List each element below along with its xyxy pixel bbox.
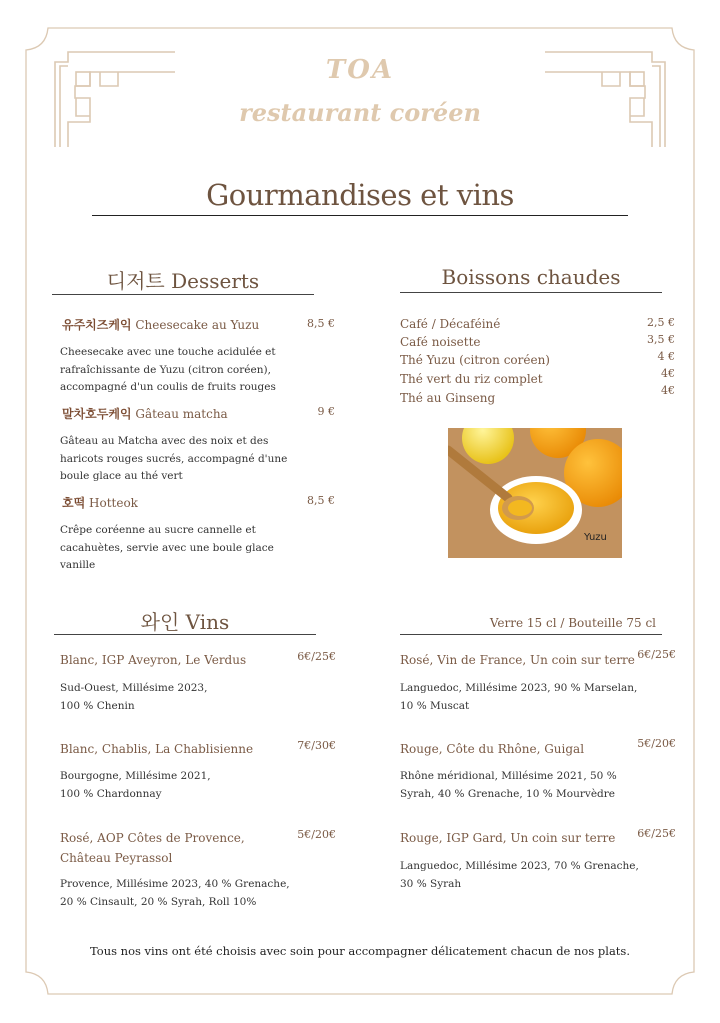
yuzu-caption: Yuzu — [584, 532, 607, 543]
page-title: Gourmandises et vins — [206, 178, 514, 212]
hot-drinks-heading: Boissons chaudes — [441, 265, 621, 289]
drink-name: Thé au Ginseng — [400, 391, 496, 405]
drink-name: Café / Décaféiné — [400, 317, 501, 331]
wine-description: Provence, Millésime 2023, 40 % Grenache, 20 % Cinsault, 20 % Syrah, Roll 10% — [60, 878, 290, 908]
drink-price: 4 € — [657, 350, 675, 363]
wine-name: Rouge, IGP Gard, Un coin sur terre — [400, 831, 616, 845]
dessert-description: Gâteau au Matcha avec des noix et des haricots rouges sucrés, accompagné d'une boule glace au thé vert — [60, 435, 288, 482]
dessert-korean-name: 호떡 — [62, 496, 86, 510]
wine-price: 6€/25€ — [637, 827, 676, 840]
drink-price: 3,5 € — [647, 333, 675, 346]
dessert-item-name — [62, 405, 228, 422]
dessert-item-name — [62, 494, 138, 511]
dessert-french-name: Cheesecake au Yuzu — [131, 318, 260, 332]
wine-price: 5€/20€ — [637, 737, 676, 750]
drink-name: Café noisette — [400, 335, 481, 349]
dessert-korean-name: 유주치즈케익 — [62, 318, 132, 332]
wine-name: Rouge, Côte du Rhône, Guigal — [400, 742, 585, 756]
wines-divider-left — [54, 634, 316, 635]
wine-price: 7€/30€ — [297, 739, 336, 752]
dessert-description: Cheesecake avec une touche acidulée et rafraîchissante de Yuzu (citron coréen), accompagné d'un coulis de fruits rouges — [60, 346, 276, 393]
desserts-divider — [52, 294, 314, 295]
wine-price: 6€/25€ — [297, 650, 336, 663]
wine-description: Bourgogne, Millésime 2021, 100 % Chardonnay — [60, 770, 211, 800]
wine-format-note: Verre 15 cl / Bouteille 75 cl — [489, 616, 656, 630]
desserts-heading: 디저트 Desserts — [106, 269, 260, 293]
dessert-french-name: Gâteau matcha — [131, 407, 228, 421]
dessert-price: 8,5 € — [307, 494, 335, 507]
footer-note: Tous nos vins ont été choisis avec soin pour accompagner délicatement chacun de nos plats. — [90, 944, 630, 958]
wine-name: Rosé, Vin de France, Un coin sur terre — [400, 653, 635, 667]
title-divider — [92, 215, 628, 216]
wine-description: Languedoc, Millésime 2023, 70 % Grenache, 30 % Syrah — [400, 860, 639, 890]
drink-name: Thé vert du riz complet — [400, 372, 543, 386]
wine-description: Rhône méridional, Millésime 2021, 50 % Syrah, 40 % Grenache, 10 % Mourvèdre — [400, 770, 617, 800]
wine-name: Rosé, AOP Côtes de Provence, Château Peyrassol — [60, 831, 245, 865]
yuzu-photo — [448, 428, 622, 558]
wine-description: Languedoc, Millésime 2023, 90 % Marselan, 10 % Muscat — [400, 682, 638, 712]
wines-divider-right — [400, 634, 662, 635]
dessert-description: Crêpe coréenne au sucre cannelle et cacahuètes, servie avec une boule glace vanille — [60, 524, 274, 571]
dessert-price: 9 € — [317, 405, 335, 418]
drink-price: 4€ — [661, 367, 675, 380]
restaurant-subtitle: restaurant coréen — [239, 98, 481, 127]
wines-heading: 와인 Vins — [140, 610, 230, 634]
wine-name: Blanc, IGP Aveyron, Le Verdus — [60, 653, 247, 667]
dessert-price: 8,5 € — [307, 317, 335, 330]
wine-name: Blanc, Chablis, La Chablisienne — [60, 742, 254, 756]
hot-drinks-divider — [400, 292, 662, 293]
wine-price: 5€/20€ — [297, 828, 336, 841]
drink-price: 4€ — [661, 384, 675, 397]
drink-name: Thé Yuzu (citron coréen) — [400, 353, 550, 367]
dessert-item-name — [62, 316, 259, 333]
dessert-korean-name: 말차호두케익 — [62, 407, 132, 421]
drink-price: 2,5 € — [647, 316, 675, 329]
dessert-french-name: Hotteok — [85, 496, 138, 510]
restaurant-name: TOA — [325, 55, 395, 85]
wine-description: Sud-Ouest, Millésime 2023, 100 % Chenin — [60, 682, 208, 712]
wine-price: 6€/25€ — [637, 648, 676, 661]
